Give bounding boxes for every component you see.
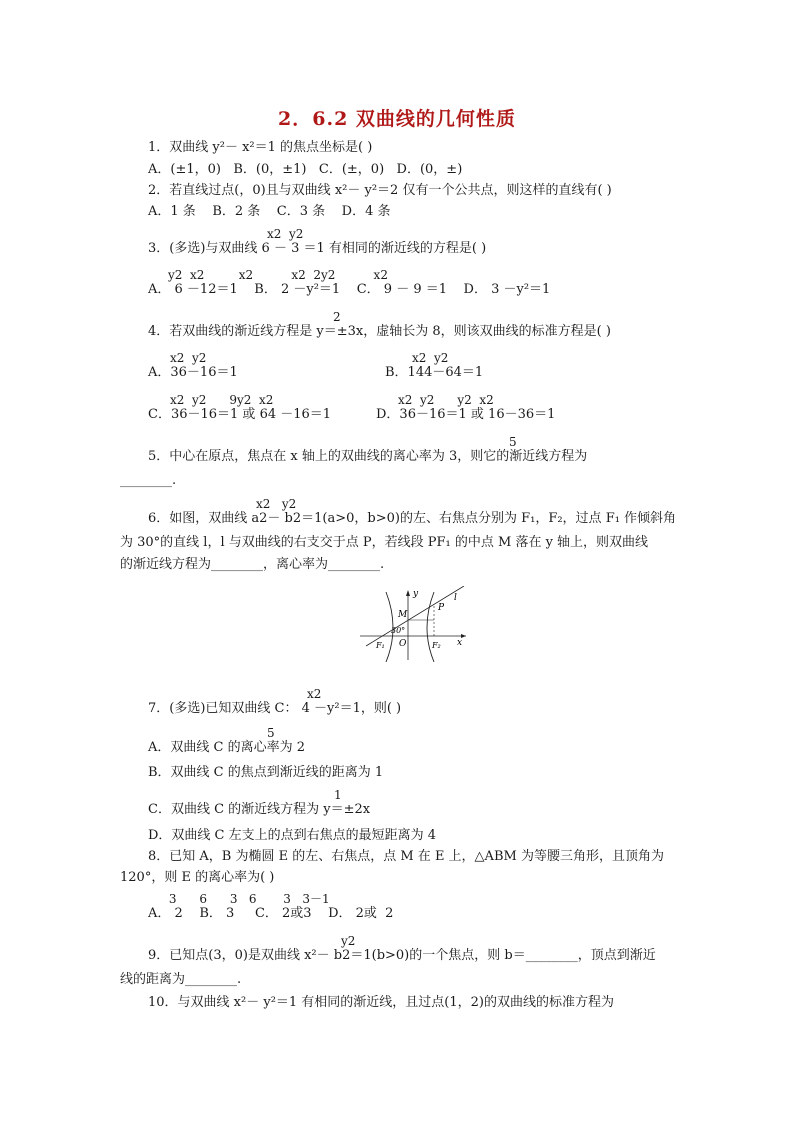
question-4-fraction-numerator: 2 — [333, 310, 341, 324]
question-9: 9．已知点(3，0)是双曲线 x²－ b2＝1(b>0)的一个焦点，则 b＝________，顶点到渐近 — [148, 948, 656, 963]
question-4-option-c-numerators: x2 y2 9y2 x2 — [170, 393, 274, 407]
hyperbola-figure — [356, 586, 468, 662]
question-3-option-numerators: y2 x2 x2 x2 2y2 x2 — [168, 268, 388, 282]
question-8-options: A． 2 B． 3 C． 2或3 D． 2或 2 — [148, 906, 394, 921]
question-2-options: A．1 条 B．2 条 C．3 条 D．4 条 — [148, 204, 391, 219]
question-7-option-b: B．双曲线 C 的焦点到渐近线的距离为 1 — [148, 765, 384, 780]
f2-label: F₂ — [432, 641, 441, 650]
question-6-fraction-numerators: x2 y2 — [256, 497, 297, 511]
m-label: M — [398, 610, 408, 620]
option-a-fraction-numerator: 5 — [267, 726, 275, 740]
question-10: 10．与双曲线 x²－ y²＝1 有相同的渐近线，且过点(1，2)的双曲线的标准方程为 — [148, 995, 614, 1010]
y-label: y — [413, 589, 419, 599]
question-3-options: A． 6 －12＝1 B． 2 －y²＝1 C． 9 － 9 ＝1 D． 3 －y²＝1 — [148, 282, 551, 297]
question-4-option-a: A．36－16＝1 — [148, 365, 238, 380]
f1-label: F₁ — [376, 641, 385, 650]
question-7-option-a: A．双曲线 C 的离心率为 2 — [148, 740, 306, 755]
question-1-options: A．(±1，0) B．(0，±1) C．(±，0) D．(0，±) — [148, 162, 463, 177]
option-c-fraction-numerator: 1 — [334, 788, 342, 802]
question-7-option-c: C．双曲线 C 的渐近线方程为 y＝±2x — [148, 802, 371, 817]
question-1: 1．双曲线 y²－ x²＝1 的焦点坐标是( ) — [148, 140, 373, 155]
question-2: 2．若直线过点(，0)且与双曲线 x²－ y²＝2 仅有一个公共点，则这样的直线有( ) — [148, 183, 612, 198]
right-branch — [427, 592, 434, 662]
question-7: 7．(多选)已知双曲线 C： 4 －y²＝1，则( ) — [148, 701, 402, 716]
question-4-option-a-numerators: x2 y2 — [170, 351, 207, 365]
question-4: 4．若双曲线的渐近线方程是 y＝±3x，虚轴长为 8，则该双曲线的标准方程是( ) — [148, 324, 611, 339]
question-3: 3．(多选)与双曲线 6 － 3 ＝1 有相同的渐近线的方程是( ) — [148, 241, 487, 256]
question-9-fraction-numerator: y2 — [341, 934, 356, 948]
question-6: 6．如图，双曲线 a2－ b2＝1(a>0，b>0)的左、右焦点分别为 F₁，F₂，过点 F₁ 作倾斜角 — [148, 511, 677, 526]
y-axis-arrow — [406, 590, 410, 596]
question-9-line-2: 线的距离为________. — [120, 972, 242, 987]
question-4-option-d-numerators: x2 y2 y2 x2 — [398, 393, 494, 407]
question-8: 8．已知 A，B 为椭圆 E 的左、右焦点，点 M 在 E 上，△ABM 为等腰三角形，且顶角为 — [148, 849, 664, 864]
question-4-option-b-numerators: x2 y2 — [412, 351, 449, 365]
origin-label: O — [399, 639, 407, 649]
question-4-option-b: B．144－64＝1 — [385, 365, 484, 380]
question-4-option-d: D．36－16＝1 或 16－36＝1 — [376, 407, 556, 422]
question-6-line-3: 的渐近线方程为________，离心率为________. — [120, 557, 385, 572]
page-title: 2．6.2 双曲线的几何性质 — [278, 108, 516, 130]
question-5-fraction-numerator: 5 — [509, 435, 517, 449]
question-6-line-2: 为 30°的直线 l，l 与双曲线的右支交于点 P，若线段 PF₁ 的中点 M 落在 y 轴上，则双曲线 — [120, 535, 649, 550]
question-5-blank: ________. — [120, 473, 177, 488]
x-label: x — [457, 638, 463, 648]
question-4-option-c: C．36－16＝1 或 64 －16＝1 — [148, 407, 332, 422]
question-5: 5．中心在原点，焦点在 x 轴上的双曲线的离心率为 3，则它的渐近线方程为 — [148, 449, 588, 464]
question-8-option-numerators: 3 6 3 6 3 3－1 — [165, 892, 330, 906]
l-label: l — [454, 593, 457, 603]
question-7-option-d: D．双曲线 C 左支上的点到右焦点的最短距离为 4 — [148, 828, 437, 843]
angle-label: 30° — [391, 626, 406, 635]
question-7-fraction-numerator: x2 — [307, 687, 322, 701]
question-3-fraction-numerators: x2 y2 — [267, 227, 304, 241]
p-label: P — [438, 603, 445, 613]
question-8-line-2: 120°，则 E 的离心率为( ) — [120, 870, 275, 885]
